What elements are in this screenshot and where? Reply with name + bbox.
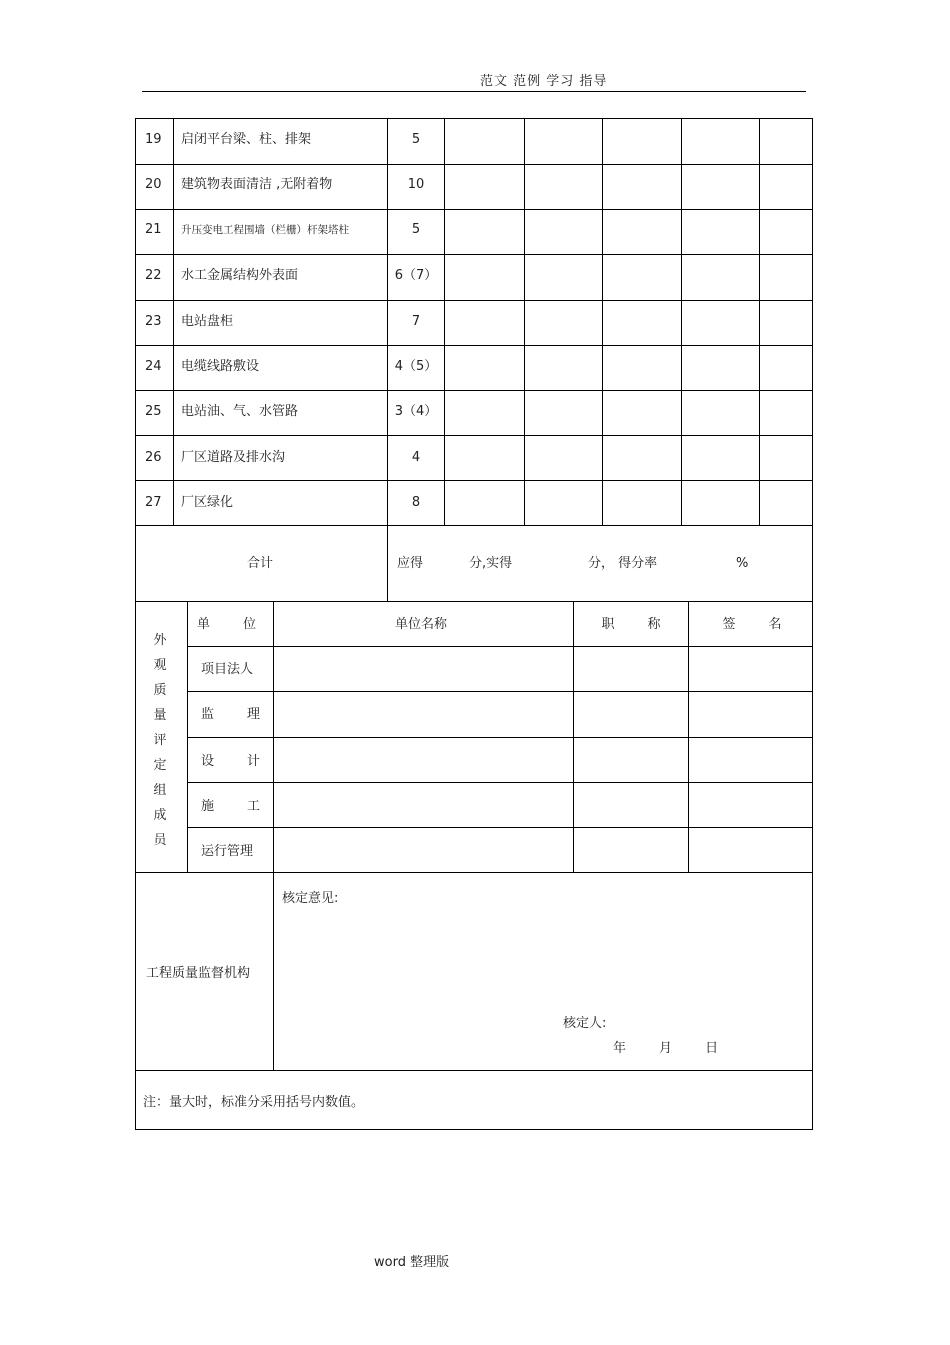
row-score: 6（7） (394, 268, 438, 283)
total-percent: % (736, 556, 749, 571)
date-label: 年 月 日 (613, 1041, 719, 1056)
row-item: 电站盘柜 (181, 314, 234, 329)
committee-label (152, 628, 168, 853)
row-divider (136, 872, 812, 873)
row-divider (187, 737, 812, 738)
footnote: 注：量大时，标准分采用括号内数值。 (143, 1095, 365, 1110)
row-score: 3（4） (394, 404, 438, 419)
column-divider (524, 119, 525, 525)
page-header-text: 范文 范例 学习 指导 (480, 74, 608, 89)
row-score: 5 (411, 222, 421, 237)
row-divider (136, 1070, 812, 1071)
row-number: 24 (145, 359, 162, 374)
row-number: 23 (145, 314, 162, 329)
committee-label-char: 组 (153, 783, 167, 798)
column-divider (387, 119, 388, 601)
committee-label-char: 外 (153, 633, 167, 648)
column-divider (759, 119, 760, 525)
committee-label-char: 成 (153, 808, 167, 823)
row-divider (187, 827, 812, 828)
row-item: 电缆线路敷设 (181, 359, 260, 374)
row-divider (187, 782, 812, 783)
row-divider (136, 480, 812, 481)
column-divider (444, 119, 445, 525)
row-number: 22 (145, 268, 162, 283)
committee-label-char: 质 (153, 683, 167, 698)
total-rate: 分， 得分率 (588, 556, 658, 571)
row-score: 4（5） (394, 359, 438, 374)
member-role: 监 理 (201, 707, 261, 722)
row-number: 25 (145, 404, 162, 419)
member-role: 运行管理 (201, 844, 254, 859)
committee-label-char: 定 (153, 758, 167, 773)
member-role: 设 计 (201, 754, 261, 769)
col-header-unit-name: 单位名称 (394, 617, 448, 632)
row-divider (136, 345, 812, 346)
row-number: 26 (145, 450, 162, 465)
row-divider (187, 646, 812, 647)
row-divider (136, 254, 812, 255)
committee-label-char: 员 (153, 833, 167, 848)
row-divider (136, 300, 812, 301)
row-score: 7 (411, 314, 421, 329)
row-divider (136, 164, 812, 165)
row-score: 5 (411, 132, 421, 147)
total-label: 合计 (246, 556, 274, 571)
row-number: 21 (145, 222, 162, 237)
row-score: 4 (411, 450, 421, 465)
row-divider (136, 525, 812, 526)
column-divider (187, 601, 188, 872)
committee-label-char: 量 (153, 708, 167, 723)
approver-label: 核定人: (563, 1016, 607, 1031)
row-item: 电站油、气、水管路 (181, 404, 299, 419)
row-divider (136, 390, 812, 391)
col-header-unit: 单 位 (197, 617, 257, 632)
total-actual: 分,实得 (469, 556, 513, 571)
member-role: 项目法人 (201, 662, 254, 677)
committee-label-char: 评 (153, 733, 167, 748)
opinion-label: 核定意见: (282, 891, 339, 906)
header-rule (142, 91, 806, 92)
column-divider (681, 119, 682, 525)
row-number: 20 (145, 177, 162, 192)
page-footer-text: word 整理版 (374, 1255, 450, 1270)
col-header-title: 职 称 (601, 617, 661, 632)
column-divider (688, 601, 689, 872)
row-item: 建筑物表面清洁 ,无附着物 (181, 177, 333, 192)
row-divider (136, 435, 812, 436)
row-number: 27 (145, 495, 162, 510)
row-divider (136, 209, 812, 210)
row-item: 厂区绿化 (181, 495, 234, 510)
row-score: 8 (411, 495, 421, 510)
row-item: 厂区道路及排水沟 (181, 450, 286, 465)
member-role: 施 工 (201, 799, 261, 814)
column-divider (273, 601, 274, 1070)
row-item: 水工金属结构外表面 (181, 268, 299, 283)
column-divider (573, 601, 574, 872)
column-divider (173, 119, 174, 525)
row-item: 启闭平台梁、柱、排架 (181, 132, 312, 147)
row-number: 19 (145, 132, 162, 147)
column-divider (602, 119, 603, 525)
row-divider (136, 601, 812, 602)
col-header-sign: 签 名 (722, 617, 782, 632)
row-divider (187, 691, 812, 692)
committee-label-char: 观 (153, 658, 167, 673)
row-item: 升压变电工程围墙（栏栅）杆架塔柱 (181, 224, 349, 236)
supervision-label: 工程质量监督机构 (146, 966, 251, 981)
total-should-get: 应得 (397, 556, 424, 571)
row-score: 10 (407, 177, 425, 192)
